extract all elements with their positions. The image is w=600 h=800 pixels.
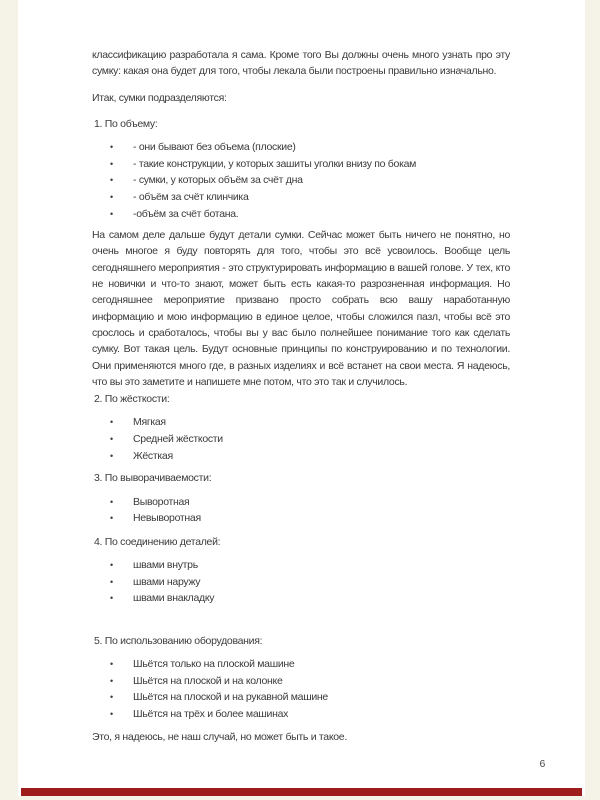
list-item xyxy=(110,590,510,607)
page-number: 6 xyxy=(539,757,545,770)
page-content xyxy=(18,0,585,796)
bullet-icon: • xyxy=(110,434,113,445)
footer-accent-bar xyxy=(21,788,582,796)
document-page xyxy=(18,0,585,796)
list-item xyxy=(110,557,510,574)
list-item xyxy=(110,510,510,527)
section-heading-equipment: 5. По использованию оборудования: xyxy=(94,634,263,647)
list-item xyxy=(110,139,510,156)
body-paragraph: На самом деле дальше будут детали сумки. Сейчас может быть ничего не понятно, но очень многое я буду повторять для того, чтобы это всё усвоилось. Вообще цель сегодняшнего мероприятия - это структурировать информацию в вашей голове. У тех, кто не новички и что-то знают, может быть есть какая-то разрозненная информация. Но сегодняшнее мероприятие призвано просто собрать всю вашу наработанную информацию и мою информацию в единое целое, чтобы сложился пазл, чтобы всё это срослось и сработалось, чтобы вы у вас было полнейшее понимание того как сделать сумку. Вот такая цель. Будут основные принципы по конструированию и по технологии. Они применяются много где, в разных изделиях и всё встанет на свои места. Я надеюсь, что вы это заметите и напишете мне потом, что это так и случилось. xyxy=(92,229,510,388)
bullet-icon: • xyxy=(110,692,113,703)
bullet-icon: • xyxy=(110,175,113,186)
bullet-list-seams xyxy=(92,557,510,607)
list-item-label: Невыворотная xyxy=(133,512,201,525)
bullet-icon: • xyxy=(110,576,113,587)
list-item xyxy=(110,206,510,223)
list-item xyxy=(110,494,510,511)
list-item xyxy=(110,574,510,591)
list-item-label: Шьётся только на плоской машине xyxy=(133,658,295,671)
list-item-label: Шьётся на трёх и более машинах xyxy=(133,707,289,720)
list-item-label: швами внакладку xyxy=(133,592,215,605)
bullet-icon: • xyxy=(110,191,113,202)
list-item-label: Шьётся на плоской и на колонке xyxy=(133,674,283,687)
list-item-label: - такие конструкции, у которых зашиты уголки внизу по бокам xyxy=(133,157,417,170)
list-item-label: Средней жёсткости xyxy=(133,433,223,446)
bullet-list-reversibility xyxy=(92,494,510,527)
bullet-icon: • xyxy=(110,708,113,719)
list-item-label: Мягкая xyxy=(133,416,166,429)
bullet-list-rigidity xyxy=(92,414,510,464)
list-item xyxy=(110,172,510,189)
list-item-label: - сумки, у которых объём за счёт дна xyxy=(133,174,303,187)
lead-in-paragraph: Итак, сумки подразделяются: xyxy=(92,91,227,104)
section-heading-reversibility: 3. По выворачиваемости: xyxy=(94,472,212,485)
list-item xyxy=(110,448,510,465)
bullet-list-volume xyxy=(92,139,510,222)
list-item-label: швами внутрь xyxy=(133,558,198,571)
list-item xyxy=(110,689,510,706)
list-item xyxy=(110,656,510,673)
bullet-icon: • xyxy=(110,593,113,604)
section-heading-seams: 4. По соединению деталей: xyxy=(94,535,221,548)
bullet-icon: • xyxy=(110,142,113,153)
list-item-label: - они бывают без объема (плоские) xyxy=(133,141,296,154)
section-heading-rigidity: 2. По жёсткости: xyxy=(94,393,170,406)
list-item xyxy=(110,156,510,173)
list-item-label: Жёсткая xyxy=(133,449,173,462)
list-item-label: Выворотная xyxy=(133,495,190,508)
bullet-icon: • xyxy=(110,559,113,570)
bullet-list-equipment xyxy=(92,656,510,722)
section-heading-volume: 1. По объему: xyxy=(94,117,158,130)
list-item xyxy=(110,706,510,723)
list-item-label: - объём за счёт клинчика xyxy=(133,190,249,203)
list-item xyxy=(110,189,510,206)
bullet-icon: • xyxy=(110,513,113,524)
list-item xyxy=(110,414,510,431)
bullet-icon: • xyxy=(110,417,113,428)
list-item-label: Шьётся на плоской и на рукавной машине xyxy=(133,691,328,704)
closing-paragraph: Это, я надеюсь, не наш случай, но может быть и такое. xyxy=(92,731,347,744)
bullet-icon: • xyxy=(110,659,113,670)
list-item xyxy=(110,673,510,690)
intro-paragraph: классификацию разработала я сама. Кроме того Вы должны очень много узнать про эту сумку: какая она будет для того, чтобы лекала были построены правильно изначально. xyxy=(92,49,510,78)
bullet-icon: • xyxy=(110,675,113,686)
bullet-icon: • xyxy=(110,496,113,507)
list-item xyxy=(110,431,510,448)
list-item-label: швами наружу xyxy=(133,575,201,588)
list-item-label: -объём за счёт ботана. xyxy=(133,207,239,220)
bullet-icon: • xyxy=(110,208,113,219)
bullet-icon: • xyxy=(110,158,113,169)
bullet-icon: • xyxy=(110,450,113,461)
